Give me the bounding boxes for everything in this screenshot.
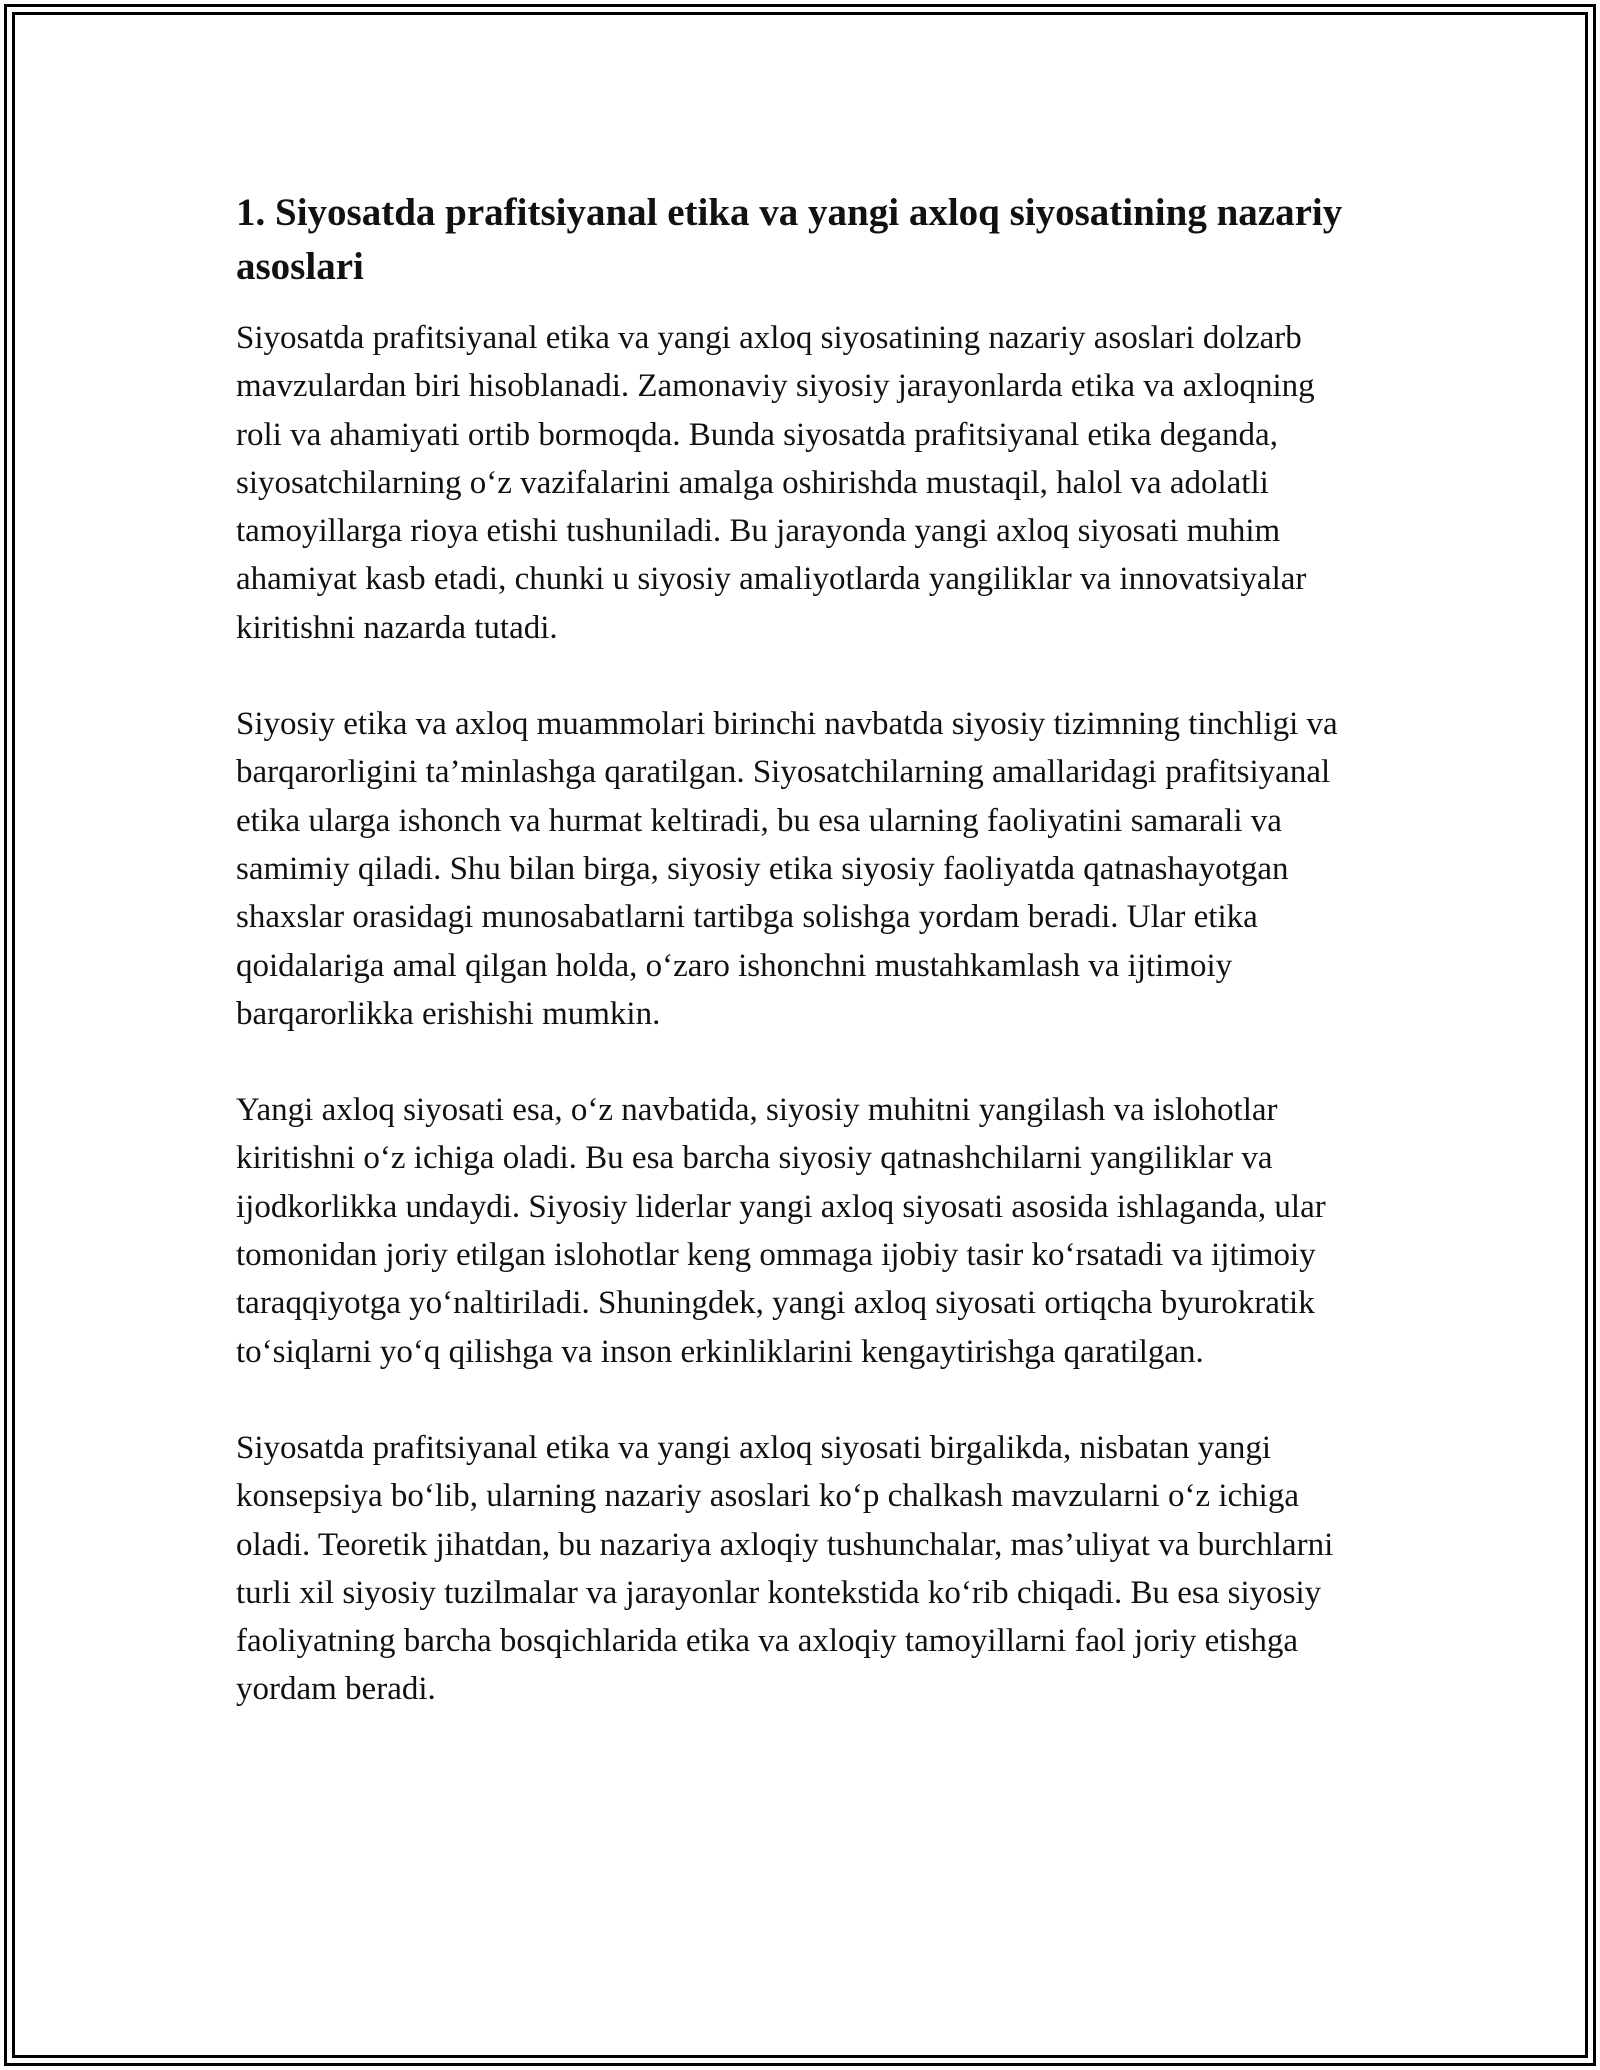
paragraph-3: Yangi axloq siyosati esa, o‘z navbatida, siyosiy muhitni yangilash va islohotlar kiritishni o‘z ichiga oladi. Bu esa barcha siyosiy qatnashchilarni yangiliklar va ijodkorlikka undaydi. Siyosiy liderlar yangi axloq siyosati asosida ishlaganda, ular tomonidan joriy etilgan islohotlar keng ommaga ijobiy tasir ko‘rsatadi va ijtimoiy taraqqiyotga yo‘naltiriladi. Shuningdek, yangi axloq siyosati ortiqcha byurokratik to‘siqlarni yo‘q qilishga va inson erkinliklarini kengaytirishga qaratilgan. <box>236 1092 1326 1370</box>
document-body <box>236 186 1366 1762</box>
paragraph-1: Siyosatda prafitsiyanal etika va yangi axloq siyosatining nazariy asoslari dolzarb mavzulardan biri hisoblanadi. Zamonaviy siyosiy jarayonlarda etika va axloqning roli va ahamiyati ortib bormoqda. Bunda siyosatda prafitsiyanal etika deganda, siyosatchilarning o‘z vazifalarini amalga oshirishda mustaqil, halol va adolatli tamoyillarga rioya etishi tushuniladi. Bu jarayonda yangi axloq siyosati muhim ahamiyat kasb etadi, chunki u siyosiy amaliyotlarda yangiliklar va innovatsiyalar kiritishni nazarda tutadi. <box>236 320 1315 646</box>
paragraph-2: Siyosiy etika va axloq muammolari birinchi navbatda siyosiy tizimning tinchligi va barqarorligini ta’minlashga qaratilgan. Siyosatchilarning amallaridagi prafitsiyanal etika ularga ishonch va hurmat keltiradi, bu esa ularning faoliyatini samarali va samimiy qiladi. Shu bilan birga, siyosiy etika siyosiy faoliyatda qatnashayotgan shaxslar orasidagi munosabatlarni tartibga solishga yordam beradi. Ular etika qoidalariga amal qilgan holda, o‘zaro ishonchni mustahkamlash va ijtimoiy barqarorlikka erishishi mumkin. <box>236 706 1338 1032</box>
paragraph-4: Siyosatda prafitsiyanal etika va yangi axloq siyosati birgalikda, nisbatan yangi konsepsiya bo‘lib, ularning nazariy asoslari ko‘p chalkash mavzularni o‘z ichiga oladi. Teoretik jihatdan, bu nazariya axloqiy tushunchalar, mas’uliyat va burchlarni turli xil siyosiy tuzilmalar va jarayonlar kontekstida ko‘rib chiqadi. Bu esa siyosiy faoliyatning barcha bosqichlarida etika va axloqiy tamoyillarni faol joriy etishga yordam beradi. <box>236 1429 1334 1708</box>
page-title: 1. Siyosatda prafitsiyanal etika va yangi axloq siyosatining nazariy asoslari <box>236 191 1343 288</box>
